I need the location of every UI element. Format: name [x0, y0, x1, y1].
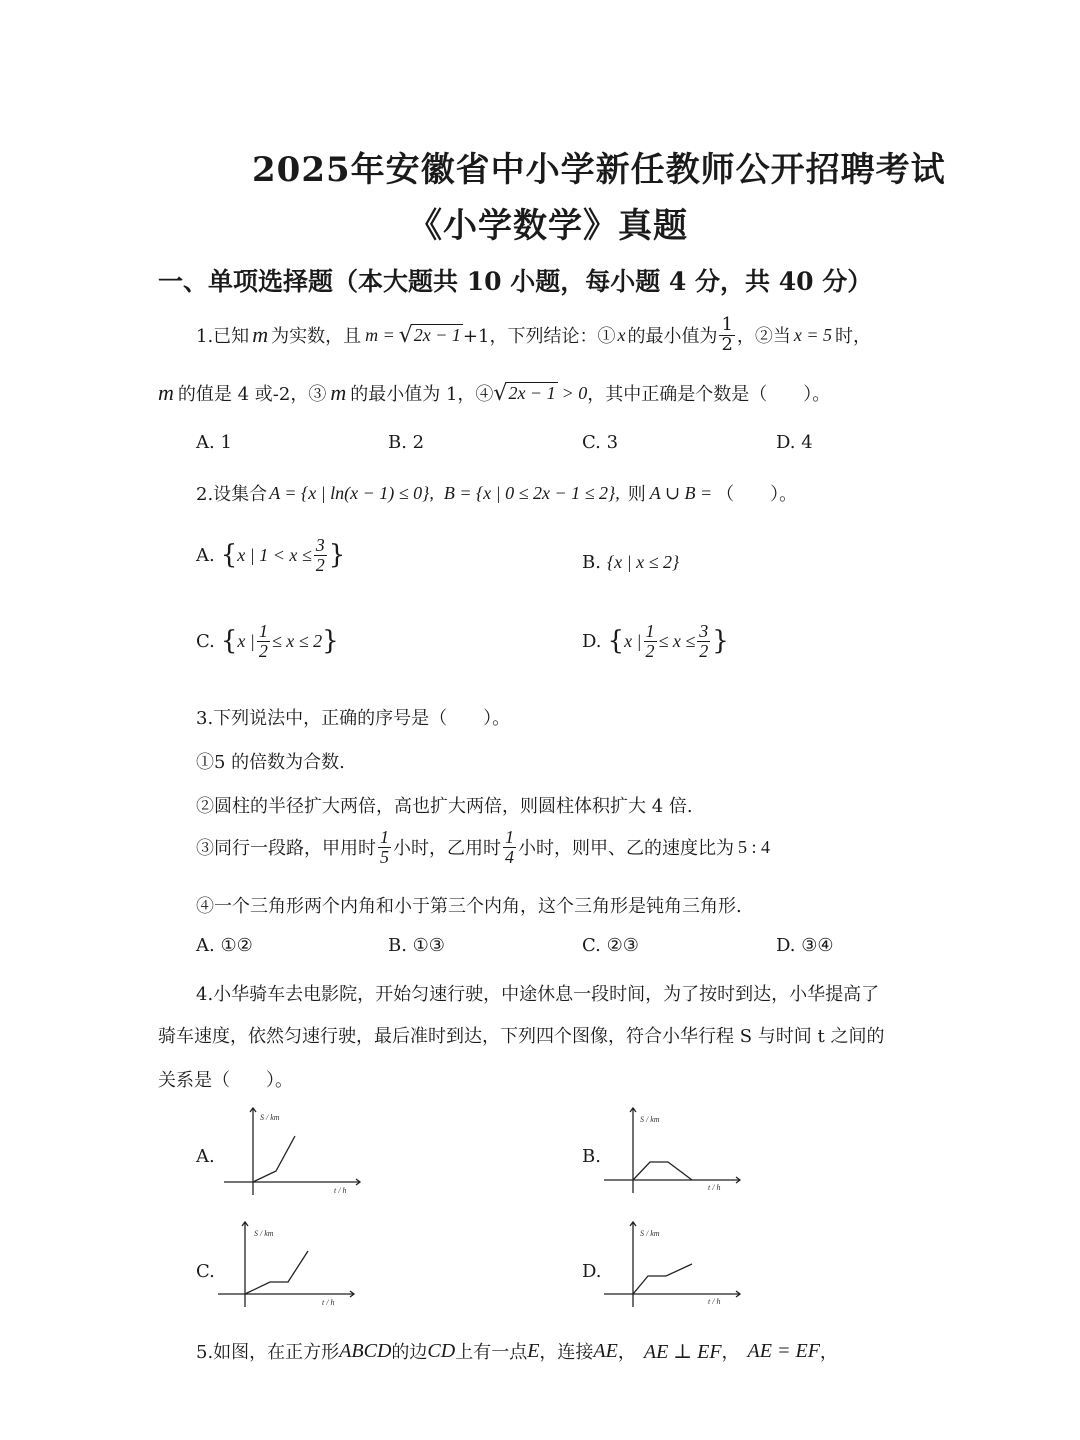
q3-ratio: 5 : 4 — [738, 836, 771, 857]
q1-text: 1.已知 — [196, 326, 250, 348]
q1-radicand: 2x − 1 — [508, 383, 556, 403]
question-5-line-1 — [196, 1338, 838, 1364]
q3-statement-4: ④一个三角形两个内角和小于第三个内角，这个三角形是钝角三角形. — [196, 896, 742, 917]
q1-condition: x = 5 — [793, 324, 833, 345]
set-builder: ≤ x ≤ — [658, 630, 696, 651]
option-label: A. — [196, 544, 215, 566]
q2-option-d[interactable] — [582, 622, 729, 661]
fraction — [314, 536, 327, 575]
q1-radicand: 2x − 1 — [413, 325, 461, 346]
q1-text: 的最小值为 1，④ — [350, 384, 494, 405]
q2-set-a: A = {x | ln(x − 1) ≤ 0}, — [269, 482, 434, 503]
q3-statement-2: ②圆柱的半径扩大两倍，高也扩大两倍，则圆柱体积扩大 4 倍. — [196, 796, 693, 817]
q3-option-d[interactable]: D. ③④ — [776, 935, 834, 956]
section-heading: 一、单项选择题（本大题共 10 小题，每小题 4 分，共 40 分） — [158, 267, 873, 296]
q5-e: E — [527, 1339, 540, 1362]
q5-text: ， — [819, 1342, 838, 1363]
fraction-numerator: 3 — [699, 621, 709, 641]
q3-text: 小时，乙用时 — [393, 838, 501, 860]
q5-text: 5.如图，在正方形 — [196, 1342, 340, 1363]
q2-union: A ∪ B = — [649, 482, 713, 503]
fraction — [257, 622, 270, 661]
q4-graph-b[interactable] — [600, 1100, 750, 1200]
brace-open: { — [607, 626, 625, 657]
graph-line — [245, 1251, 308, 1294]
graph-line — [253, 1136, 295, 1182]
q1-eq-lhs: m = — [365, 324, 395, 345]
q1-text: ，②当 — [736, 326, 791, 348]
set-builder: ≤ x ≤ 2 — [271, 630, 323, 651]
q2-set-b: B = {x | 0 ≤ 2x − 1 ≤ 2}, — [443, 482, 620, 503]
question-4-line-3: 关系是（ ）。 — [158, 1070, 293, 1091]
set-builder: x | 1 < x ≤ — [237, 544, 312, 565]
q5-eq: AE = EF — [747, 1339, 820, 1362]
y-axis-label: S / km — [254, 1229, 274, 1238]
fraction-denominator: 2 — [258, 640, 268, 661]
question-1-line-1 — [196, 316, 871, 355]
option-label: D. — [582, 630, 602, 652]
fraction — [644, 622, 657, 661]
q4-option-b-label[interactable]: B. — [582, 1146, 601, 1167]
exam-subtitle: 《小学数学》真题 — [408, 206, 688, 246]
option-label: C. — [196, 630, 215, 652]
q4-graph-c[interactable] — [214, 1214, 364, 1314]
q1-option-b[interactable]: B. 2 — [388, 432, 425, 453]
question-1-line-2 — [158, 380, 830, 406]
fraction-numerator: 1 — [258, 621, 268, 641]
fraction-denominator: 2 — [315, 554, 325, 575]
q4-graph-a[interactable] — [220, 1100, 370, 1200]
q4-option-d-label[interactable]: D. — [582, 1261, 602, 1282]
q3-option-a[interactable]: A. ①② — [196, 935, 253, 956]
y-axis-label: S / km — [640, 1229, 660, 1238]
q3-text: ③同行一段路，甲用时 — [196, 838, 376, 860]
graph-line — [633, 1264, 692, 1294]
fraction-numerator: 1 — [721, 314, 733, 335]
q1-var-m: m — [330, 380, 347, 405]
fraction-numerator: 1 — [505, 827, 514, 847]
x-axis-label: t / h — [708, 1297, 721, 1306]
q5-text: ，连接 — [539, 1342, 594, 1363]
x-axis-label: t / h — [334, 1186, 347, 1195]
q1-inequality: > 0 — [561, 382, 588, 403]
brace-close: } — [712, 626, 729, 657]
fraction-denominator: 5 — [380, 846, 389, 867]
q3-option-c[interactable]: C. ②③ — [582, 935, 639, 956]
q5-cd: CD — [427, 1339, 456, 1362]
brace-open: { — [220, 626, 238, 657]
q1-var-x: x — [617, 324, 626, 345]
q1-text: 为实数，且 — [271, 326, 362, 348]
sqrt-symbol: √ — [398, 322, 413, 348]
q5-text: 上有一点 — [455, 1342, 528, 1363]
q4-option-a-label[interactable]: A. — [196, 1146, 215, 1167]
q3-statement-1: ①5 的倍数为合数. — [196, 752, 345, 773]
question-3-stem: 3.下列说法中，正确的序号是（ ）。 — [196, 708, 511, 729]
fraction-numerator: 1 — [380, 827, 389, 847]
q1-var-m: m — [158, 380, 174, 405]
q1-var-m: m — [252, 322, 269, 348]
q1-option-c[interactable]: C. 3 — [582, 432, 619, 453]
fraction — [503, 828, 516, 867]
q1-text: 时， — [835, 326, 872, 348]
question-2-stem — [196, 480, 797, 506]
y-axis-label: S / km — [260, 1113, 280, 1122]
q2-text: 则 — [627, 484, 646, 505]
q5-ae: AE — [593, 1339, 618, 1362]
fraction-numerator: 3 — [315, 535, 325, 555]
fraction-denominator: 2 — [699, 640, 709, 661]
fraction-half — [719, 316, 734, 355]
q2-text: （ ）。 — [716, 484, 798, 505]
q1-option-d[interactable]: D. 4 — [776, 432, 813, 453]
q5-text: 的边 — [391, 1342, 428, 1363]
fraction-denominator: 4 — [505, 846, 514, 867]
q1-text: 的最小值为 — [627, 326, 718, 348]
y-axis-label: S / km — [640, 1115, 660, 1124]
fraction-denominator: 2 — [721, 333, 733, 355]
option-label: B. — [582, 552, 601, 573]
q5-perp: AE ⊥ EF — [643, 1340, 722, 1363]
q5-abcd: ABCD — [339, 1339, 392, 1362]
q1-option-a[interactable]: A. 1 — [196, 432, 232, 453]
q5-text: ， — [721, 1342, 740, 1363]
fraction-denominator: 2 — [645, 640, 655, 661]
q2-text: 2.设集合 — [196, 484, 268, 505]
fraction — [697, 622, 710, 661]
brace-open: { — [220, 540, 238, 571]
q2-option-a[interactable] — [196, 536, 345, 575]
fraction-numerator: 1 — [645, 621, 655, 641]
sqrt-symbol: √ — [493, 380, 508, 406]
q3-option-b[interactable]: B. ①③ — [388, 935, 445, 956]
question-4-line-1: 4.小华骑车去电影院，开始匀速行驶，中途休息一段时间，为了按时到达，小华提高了 — [196, 984, 880, 1005]
q3-text: 小时，则甲、乙的速度比为 — [518, 838, 734, 860]
q4-graph-d[interactable] — [600, 1214, 750, 1314]
q2-option-b[interactable] — [582, 552, 679, 573]
set-builder: x | — [237, 630, 255, 651]
x-axis-label: t / h — [708, 1183, 721, 1192]
q1-text: 的值是 4 或-2，③ — [177, 384, 327, 405]
set-builder: x | — [624, 630, 642, 651]
q3-statement-3 — [196, 828, 770, 867]
question-4-line-2: 骑车速度，依然匀速行驶，最后准时到达，下列四个图像，符合小华行程 S 与时间 t 之间的 — [158, 1026, 885, 1047]
q4-option-c-label[interactable]: C. — [196, 1261, 215, 1282]
set-builder: {x | x ≤ 2} — [606, 552, 680, 572]
brace-close: } — [322, 626, 339, 657]
exam-title: 2025年安徽省中小学新任教师公开招聘考试 — [252, 150, 946, 190]
fraction — [378, 828, 391, 867]
q5-text: ， — [617, 1342, 636, 1363]
x-axis-label: t / h — [322, 1298, 335, 1307]
brace-close: } — [328, 540, 346, 571]
q1-text: ，其中正确是个数是（ ）。 — [587, 384, 831, 405]
q2-option-c[interactable] — [196, 622, 339, 661]
graph-line — [633, 1162, 692, 1180]
q1-text: +1，下列结论：① — [462, 326, 616, 348]
